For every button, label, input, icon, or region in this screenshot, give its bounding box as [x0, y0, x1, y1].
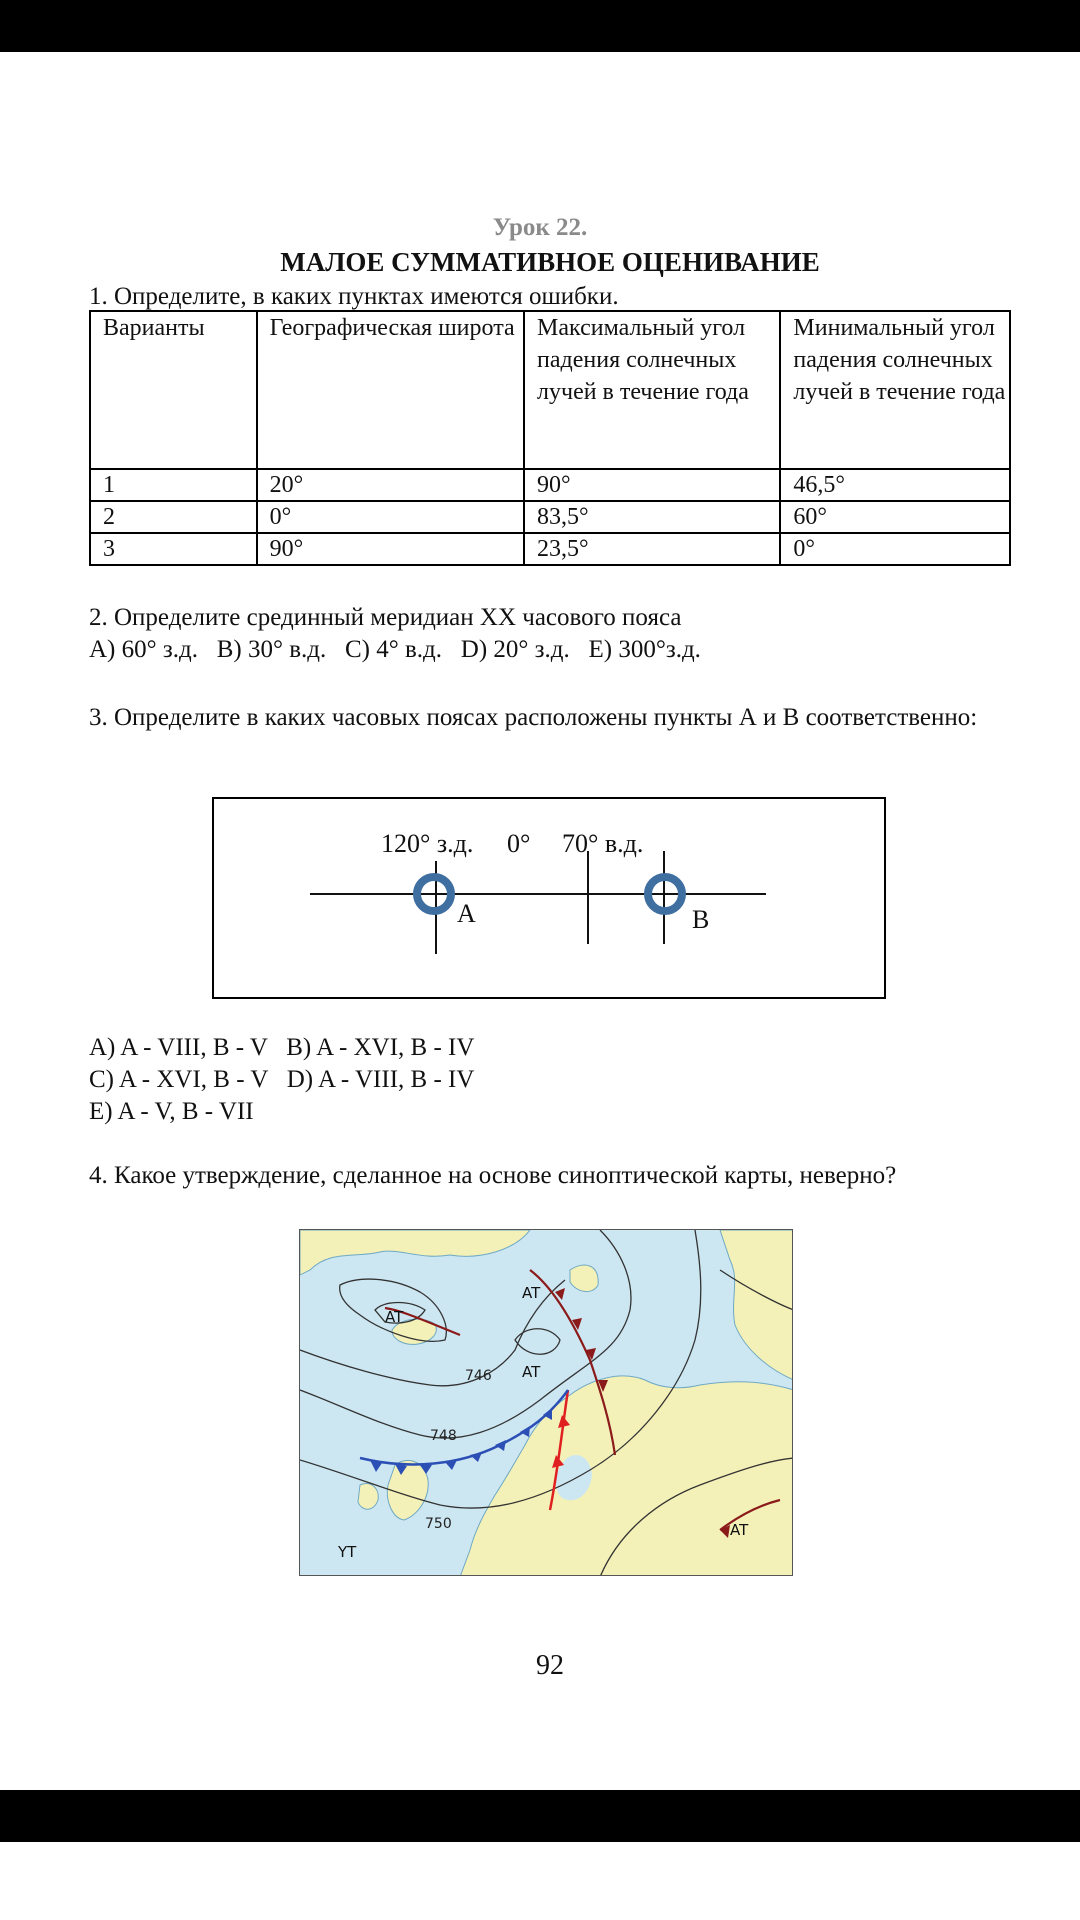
question-1-table — [89, 310, 1011, 566]
table-cell: 90° — [524, 469, 780, 501]
point-a-label: A — [457, 899, 476, 928]
table-cell: 90° — [257, 533, 524, 565]
table-cell: 23,5° — [524, 533, 780, 565]
page-number: 92 — [536, 1650, 564, 1681]
table-cell: 1 — [90, 469, 257, 501]
ireland-landmass — [358, 1483, 378, 1509]
table-cell: 2 — [90, 501, 257, 533]
table-header-row — [90, 311, 1010, 469]
table-row — [90, 469, 1010, 501]
table-cell: 20° — [257, 469, 524, 501]
timezone-diagram — [212, 797, 886, 999]
synoptic-map — [299, 1229, 793, 1576]
longitude-label-zero: 0° — [507, 829, 531, 858]
table-header-cell: Максимальный угол падения солнечных лучей в течение года — [524, 311, 780, 469]
timezone-diagram-graphic — [214, 799, 888, 1001]
table-row — [90, 501, 1010, 533]
question-3-option-line: E) A - V, B - VII — [89, 1098, 254, 1125]
table-cell: 83,5° — [524, 501, 780, 533]
table-cell: 46,5° — [780, 469, 1010, 501]
question-3-option-line: C) A - XVI, B - V D) A - VIII, B - IV — [89, 1066, 475, 1093]
table-cell: 3 — [90, 533, 257, 565]
lesson-number: Урок 22. — [492, 214, 588, 241]
page-title: МАЛОЕ СУММАТИВНОЕ ОЦЕНИВАНИЕ — [280, 247, 820, 277]
map-label: AT — [730, 1521, 749, 1539]
point-b-label: B — [692, 905, 710, 934]
table-row — [90, 533, 1010, 565]
question-3-text: 3. Определите в каких часовых поясах расположены пункты А и В соответственно: — [89, 704, 978, 731]
question-1-text: 1. Определите, в каких пунктах имеются ошибки. — [89, 283, 619, 310]
question-3-option-line: A) A - VIII, B - V B) A - XVI, B - IV — [89, 1034, 475, 1061]
isobar-label: 748 — [430, 1428, 457, 1444]
isobar-label: 746 — [465, 1368, 492, 1384]
table-header-cell: Минимальный угол падения солнечных лучей в течение года — [780, 311, 1010, 469]
table-cell: 60° — [780, 501, 1010, 533]
bottom-black-bar — [0, 1790, 1080, 1842]
top-black-bar — [0, 0, 1080, 52]
longitude-label-east: 70° в.д. — [562, 829, 644, 858]
question-2-options: A) 60° з.д. B) 30° в.д. C) 4° в.д. D) 20° з.д. E) 300°з.д. — [89, 636, 701, 663]
table-header-cell: Варианты — [90, 311, 257, 469]
isobar-label: 750 — [425, 1516, 452, 1532]
map-label: AT — [522, 1363, 541, 1381]
table-header-cell: Географическая широта — [257, 311, 524, 469]
map-label: AT — [522, 1284, 541, 1302]
map-label: AT — [385, 1308, 404, 1326]
synoptic-map-graphic — [300, 1230, 793, 1576]
question-4-text: 4. Какое утверждение, сделанное на основе синоптической карты, неверно? — [89, 1162, 897, 1189]
question-2-text: 2. Определите срединный меридиан XX часового пояса — [89, 604, 682, 631]
map-label: YT — [338, 1543, 357, 1561]
longitude-label-west: 120° з.д. — [381, 829, 474, 858]
table-cell: 0° — [257, 501, 524, 533]
table-cell: 0° — [780, 533, 1010, 565]
svalbard-landmass — [570, 1265, 598, 1292]
